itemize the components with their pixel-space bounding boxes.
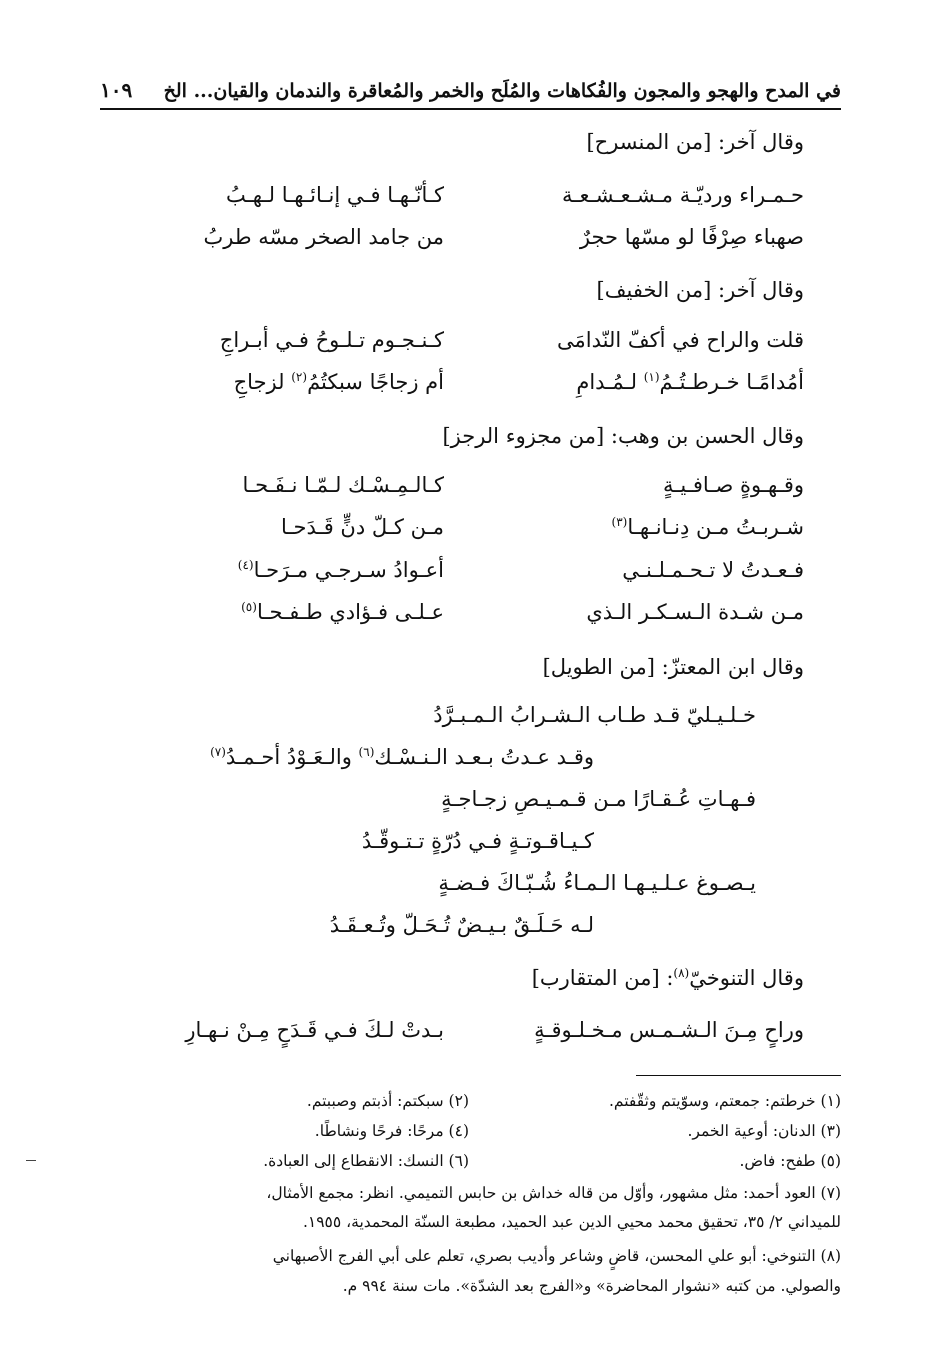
page-number: ١٠٩ (100, 78, 133, 102)
footnote-continuation: والصولي. من كتبه «نشوار المحاضرة» و«الفرج بعد الشدّة». مات سنة ٩٩٤ م. (342, 1277, 841, 1295)
poem-intro: وقال ابن المعتزّ: [من الطويل] (542, 655, 804, 679)
verse-left: كـالـمِـسْـك لـمّـا نـفَـحـا (242, 473, 444, 497)
verse-right (612, 515, 805, 539)
footnote-marker: (٥) (241, 600, 257, 614)
footnote-rule (636, 1075, 841, 1076)
verse-right: قلت والراح في أكفّ النّدامَى (557, 328, 804, 352)
poem-line: خـلـيـليّ قـد طـاب الـشـرابُ الـمـبـرَّدُ (433, 703, 756, 727)
header-title: في المدح والهجو والمجون والفُكاهات والمُلَح والخمر والمُعاقرة والندمان والقيان... الخ (163, 80, 841, 102)
poem-line (210, 745, 594, 769)
verse-left: كـنـجـوم تـلـوحُ فـي أبـراجِ (219, 328, 444, 352)
verse-text: أمُدامًـا خـرطـتُـمُ (659, 370, 804, 394)
footnote-marker: (١) (643, 370, 660, 384)
footnote-marker: (٨) (673, 966, 690, 980)
footnote-marker: (٤) (237, 558, 254, 572)
footnote: (٦) النسك: الانقطاع إلى العبادة. (263, 1152, 469, 1170)
verse-left: من جامد الصخر مسّه طربُ (203, 225, 444, 249)
verse-left (241, 600, 444, 624)
footnote: (٨) التنوخي: أبو علي المحسن، قاضٍ وشاعر وأديب بصري، تعلم على أبي الفرج الأصبهاني (272, 1247, 841, 1265)
footnote: (٥) طفح: فاض. (739, 1152, 841, 1170)
footnote: (٧) العود أحمد: مثل مشهور، وأوّل من قاله خداش بن حابس التميمي. انظر: مجمع الأمثال، (266, 1184, 841, 1202)
intro-text: : [من المتقارب] (531, 966, 674, 990)
footnote: (٣) الدنان: أوعية الخمر. (687, 1122, 841, 1140)
footnote-marker: (٣) (611, 515, 628, 529)
verse-right: حـمـراء ورديّـة مـشـعـشـعـة (562, 183, 804, 207)
poem-line: فـهـاتِ عُـقـارًا مـن قـمـيـصِ زجـاجـةٍ (441, 787, 756, 811)
footnote: (٢) سبكتم: أذبتم وصببتم. (306, 1092, 469, 1110)
verse-right: وقـهـوةٍ صـافـيـةٍ (662, 473, 804, 497)
poem-intro: وقال آخر: [من الخفيف] (596, 278, 804, 302)
verse-text: شـربـتُ مـن دِنـانـهـا (627, 515, 804, 539)
verse-right: صهباء صِرْفًا لو مسّها حجرٌ (579, 225, 804, 249)
verse-text: أم زجاجًا سبكتُمُ (307, 370, 444, 394)
verse-text: أعـوادُ سـرجـي مـرَحـا (253, 558, 444, 582)
footnote-marker: (٢) (291, 370, 308, 384)
footnote: (٤) مرحًا: فرحًا ونشاطًا. (314, 1122, 469, 1140)
poem-intro: وقال آخر: [من المنسرح] (586, 130, 804, 154)
verse-text: وقـد عـدتُ بـعـد الـنـسْـك (374, 745, 594, 769)
poem-intro (532, 966, 804, 990)
footnote-continuation: للميداني ٢/ ٣٥، تحقيق محمد محيي الدين عبد الحميد، مطبعة السنّة المحمدية، ١٩٥٥. (302, 1213, 841, 1231)
verse-text: لـمُـدامِ (576, 370, 644, 394)
footnote-marker: (٧) (210, 745, 226, 759)
running-header (100, 72, 841, 110)
poem-line: كـيـاقـوتـةٍ فـي دُرّةٍ تـتـوقّـدُ (361, 829, 594, 853)
verse-text: لزجاجِ (233, 370, 292, 394)
verse-left (234, 370, 444, 394)
poem-line: لـه حَـلَـقٌ بـيـضٌ تُـحَـلّ وتُـعـقَـدُ (329, 913, 594, 937)
poem-intro: وقال الحسن بن وهب: [من مجزوء الرجز] (442, 424, 804, 448)
verse-left: مـن كـلّ دنٍّ قَـدَحـا (281, 515, 444, 539)
verse-left: كـأنّـهـا فـي إنـائـهـا لـهـبُ (226, 183, 444, 207)
verse-left: بـدتْ لـكَ فـي قَـدَحٍ مِـنْ نـهـارِ (185, 1018, 444, 1042)
margin-mark (26, 1160, 36, 1161)
verse-right: فـعـدتُ لا تـحـمـلـنـي (622, 558, 804, 582)
verse-text: عـلـى فـؤادي طـفـحـا (256, 600, 444, 624)
verse-right (576, 370, 804, 394)
verse-right: وراحٍ مِـنَ الـشـمـس مـخـلـوقـةٍ (534, 1018, 804, 1042)
footnote-marker: (٦) (358, 745, 375, 759)
verse-left (238, 558, 444, 582)
verse-text: والـعَـوْدُ أحـمـدُ (225, 745, 359, 769)
poem-line: يـصـوغ عـلـيـهـا الـمـاءُ شُـبّـاكَ فـضـةٍ (438, 871, 756, 895)
verse-right: مـن شـدة الـسـكـر الـذي (586, 600, 804, 624)
intro-text: وقال التنوخيّ (689, 966, 804, 990)
footnote: (١) خرطتم: جمعتم، وسوّيتم وثقّفتم. (608, 1092, 841, 1110)
